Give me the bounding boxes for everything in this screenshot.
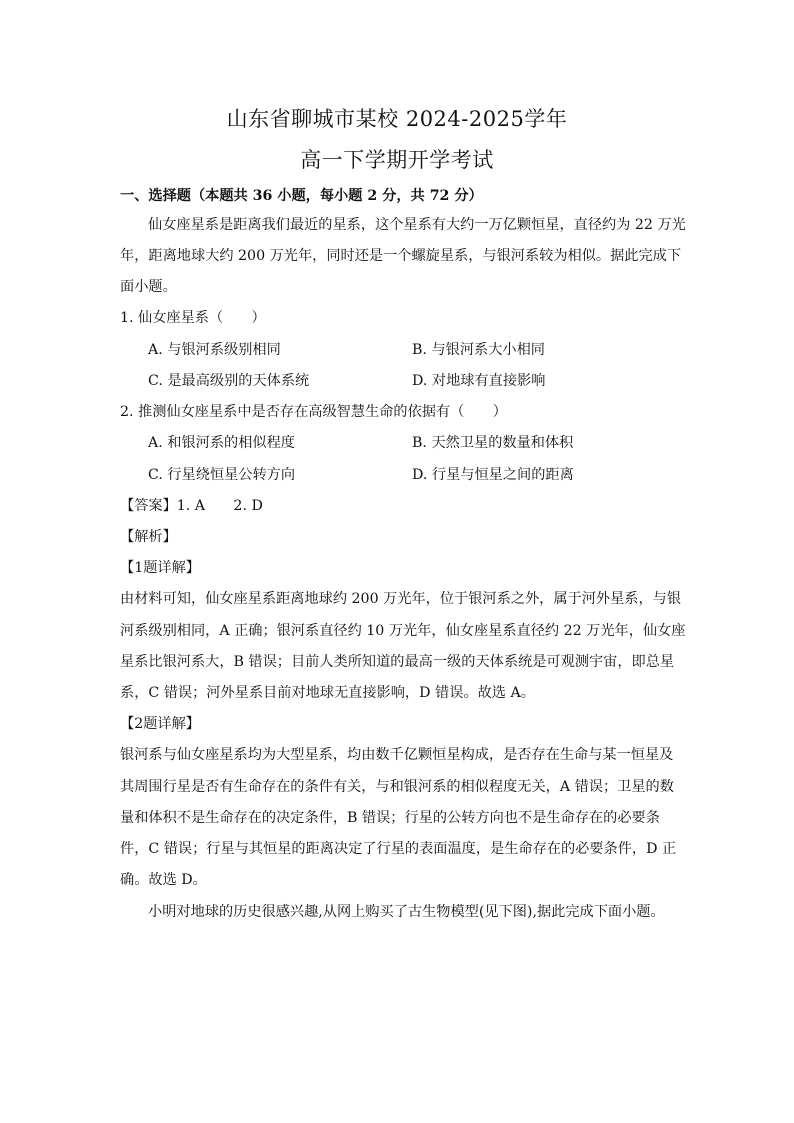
detail-2-label: 【2题详解】 <box>120 716 200 732</box>
detail-2-line: 其周围行星是否有生命存在的条件有关，与和银河系的相似程度无关，A 错误；卫星的数 <box>120 779 674 795</box>
passage-line: 仙女座星系是距离我们最近的星系，这个星系有大约一万亿颗恒星，直径约为 22 万光 <box>148 217 686 233</box>
question-1-stem: 1. 仙女座星系（ ） <box>120 310 266 326</box>
detail-1-line: 由材料可知，仙女座星系距离地球约 200 万光年，位于银河系之外，属于河外星系，与银 <box>120 591 682 607</box>
detail-1-line: 星系比银河系大，B 错误；目前人类所知道的最高一级的天体系统是可观测宇宙，即总星 <box>120 654 675 670</box>
question-2-option-d: D. 行星与恒星之间的距离 <box>412 467 574 483</box>
detail-1-line: 系，C 错误；河外星系目前对地球无直接影响，D 错误。故选 A。 <box>120 685 535 701</box>
question-1-option-c: C. 是最高级别的天体系统 <box>148 373 310 389</box>
question-2-option-a: A. 和银河系的相似程度 <box>148 435 295 451</box>
section-heading: 一、选择题（本题共 36 小题，每小题 2 分，共 72 分） <box>120 188 483 204</box>
detail-2-line: 银河系与仙女座星系均为大型星系，均由数千亿颗恒星构成，是否存在生命与某一恒星及 <box>120 747 674 763</box>
detail-2-line: 确。故选 D。 <box>120 872 207 888</box>
analysis-label: 【解析】 <box>120 529 177 545</box>
detail-2-line: 件，C 错误；行星与其恒星的距离决定了行星的表面温度，是生命存在的必要条件，D 正 <box>120 841 677 857</box>
answer-key: 【答案】1. A 2. D <box>120 498 263 514</box>
question-2-option-c: C. 行星绕恒星公转方向 <box>148 467 296 483</box>
page-subtitle: 高一下学期开学考试 <box>300 148 494 172</box>
question-2-stem: 2. 推测仙女座星系中是否存在高级智慧生命的依据有（ ） <box>120 404 507 420</box>
question-1-option-b: B. 与银河系大小相同 <box>412 342 545 358</box>
detail-2-line: 量和体积不是生命存在的决定条件，B 错误；行星的公转方向也不是生命存在的必要条 <box>120 810 660 826</box>
passage-line: 面小题。 <box>120 279 177 295</box>
passage-line: 小明对地球的历史很感兴趣,从网上购买了古生物模型(见下图),据此完成下面小题。 <box>148 904 665 920</box>
page-title: 山东省聊城市某校 2024-2025学年 <box>226 107 568 131</box>
question-2-option-b: B. 天然卫星的数量和体积 <box>412 435 574 451</box>
question-1-option-a: A. 与银河系级别相同 <box>148 342 281 358</box>
passage-line: 年，距离地球大约 200 万光年，同时还是一个螺旋星系，与银河系较为相似。据此完成下 <box>120 248 682 264</box>
question-1-option-d: D. 对地球有直接影响 <box>412 373 546 389</box>
detail-1-label: 【1题详解】 <box>120 560 200 576</box>
detail-1-line: 河系级别相同，A 正确；银河系直径约 10 万光年，仙女座星系直径约 22 万光年，仙女座 <box>120 623 686 639</box>
